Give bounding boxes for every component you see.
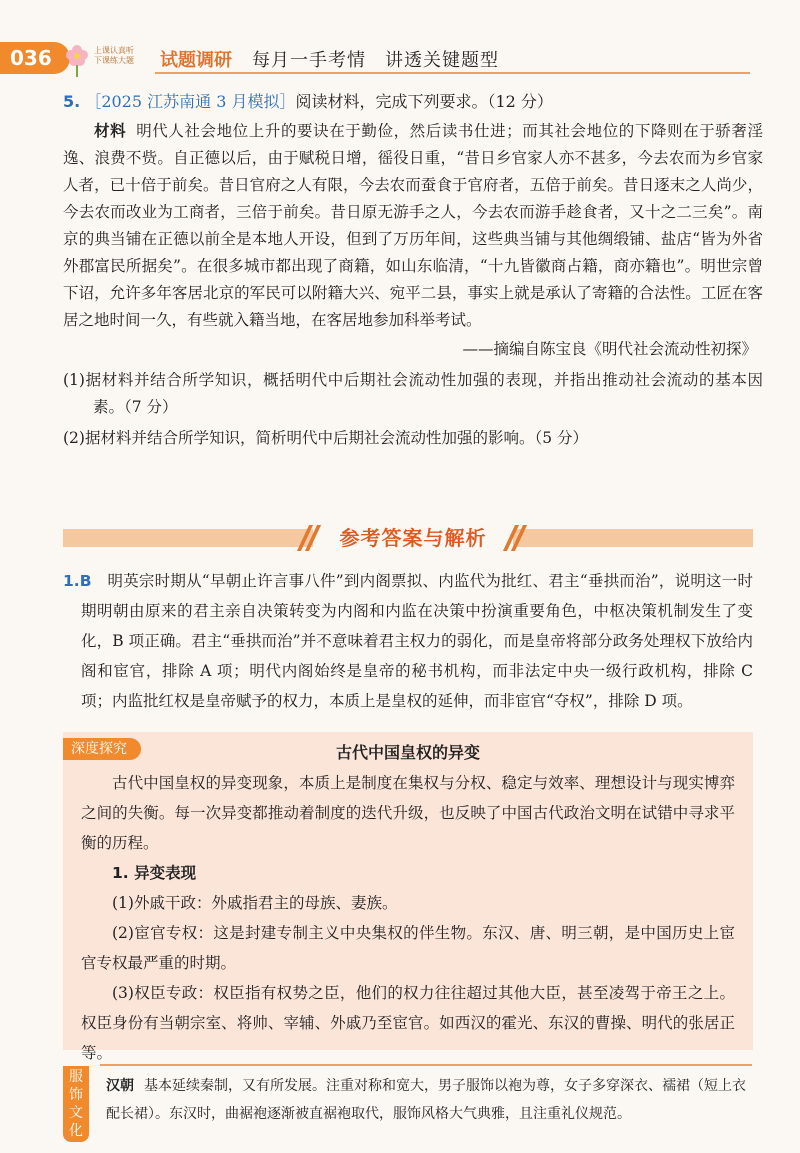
- footer-side-label: 服饰文化: [63, 1066, 89, 1142]
- answer-choice: B: [79, 572, 92, 590]
- deep-heading: 1. 异变表现: [112, 864, 197, 882]
- page-header: [0, 38, 800, 78]
- deep-item-3: (3)权臣专政：权臣指有权势之臣，他们的权力往往超过其他大臣，甚至凌驾于帝王之上。权臣身份有当朝宗室、将帅、宰辅、外戚乃至宦官。如西汉的霍光、东汉的曹操、明代的张居正等。: [81, 984, 735, 1062]
- deep-exploration-box: [63, 732, 753, 1062]
- footer-divider: [100, 1064, 752, 1066]
- header-subtitle: 每月一手考情 讲透关键题型: [252, 50, 499, 71]
- header-tag: 试题调研: [160, 50, 232, 71]
- answer-1: 1.B 明英宗时期从“早朝止许言事八件”到内阁票拟、内监代为批红、君主“垂拱而治”，说明这一时期明朝由原来的君主亲自决策转变为内阁和内监在决策中扮演重要角色，中枢决策机制发生了变化，B 项正确。君主“垂拱而治”并不意味着君主权力的弱化，而是皇帝将部分政务处理权下放给内阁和宦官，排除 A 项；明代内阁始终是皇帝的秘书机构，而非法定中央一级行政机构，排除 C 项；内监批红权是皇帝赋予的权力，本质上是皇权的延伸，而非宦官“夺权”，排除 D 项。: [63, 572, 753, 710]
- header-slogan: 上课认真听 下课练大题: [94, 46, 134, 65]
- deep-item-2: (2)宦官专权：这是封建专制主义中央集权的伴生物。东汉、唐、明三朝，是中国历史上宦官专权最严重的时期。: [81, 924, 735, 972]
- question-prompt: 阅读材料，完成下列要求。（12 分）: [295, 92, 553, 111]
- deep-item-1: (1)外戚干政：外戚指君主的母族、妻族。: [112, 894, 398, 912]
- flower-icon: [62, 38, 92, 78]
- header-divider: [155, 72, 750, 74]
- sub-question-2: (2)据材料并结合所学知识，简析明代中后期社会流动性加强的影响。（5 分）: [63, 429, 588, 447]
- question-source: ［2025 江苏南通 3 月模拟］: [85, 92, 296, 111]
- footer-text: 汉朝 基本延续秦制，又有所发展。注重对称和宽大，男子服饰以袍为尊，女子多穿深衣、襦裙（短上衣配长裙）。东汉时，曲裾袍逐渐被直裾袍取代，服饰风格大气典雅，且注重礼仪规范。: [106, 1078, 746, 1122]
- material-paragraph: 材料 明代人社会地位上升的要诀在于勤俭，然后读书仕进；而其社会地位的下降则在于骄奢淫逸、浪费不赀。自正德以后，由于赋税日增，徭役日重，“昔日乡官家人亦不甚多，今去农而为乡官家人者，已十倍于前矣。昔日官府之人有限，今去农而蚕食于官府者，五倍于前矣。昔日逐末之人尚少，今去农而改业为工商者，三倍于前矣。昔日原无游手之人，今去农而游手趁食者，又十之二三矣”。南京的典当铺在正德以前全是本地人开设，但到了万历年间，这些典当铺与其他绸缎铺、盐店“皆为外省外郡富民所据矣”。在很多城市都出现了商籍，如山东临清，“十九皆徽商占籍，商亦籍也”。明世宗曾下诏，允许多年客居北京的军民可以附籍大兴、宛平二县，事实上就是承认了寄籍的合法性。工匠在客居之地时间一久，有些就入籍当地，在客居地参加科举考试。: [63, 121, 763, 329]
- deep-intro: 古代中国皇权的异变现象，本质上是制度在集权与分权、稳定与效率、理想设计与现实博弈之间的失衡。每一次异变都推动着制度的迭代升级，也反映了中国古代政治文明在试错中寻求平衡的历程。: [81, 774, 735, 852]
- question-5: [63, 88, 763, 452]
- section-title: 参考答案与解析: [313, 521, 513, 555]
- material-citation: ——摘编自陈宝良《明代社会流动性初探》: [462, 340, 757, 358]
- section-banner: [63, 521, 753, 555]
- question-title: 5. ［2025 江苏南通 3 月模拟］阅读材料，完成下列要求。（12 分）: [63, 92, 553, 111]
- page-number: 036: [0, 42, 70, 74]
- deep-exploration-tag: 深度探究: [63, 738, 141, 760]
- sub-question-1: (1)据材料并结合所学知识，概括明代中后期社会流动性加强的表现，并指出推动社会流动的基本因素。（7 分）: [63, 371, 763, 416]
- answer-explanation: 明英宗时期从“早朝止许言事八件”到内阁票拟、内监代为批红、君主“垂拱而治”，说明这一时期明朝由原来的君主亲自决策转变为内阁和内监在决策中扮演重要角色，中枢决策机制发生了变化，B 项正确。君主“垂拱而治”并不意味着君主权力的弱化，而是皇帝将部分政务处理权下放给内阁和宦官，排除 A 项；明代内阁始终是皇帝的秘书机构，而非法定中央一级行政机构，排除 C 项；内监批红权是皇帝赋予的权力，本质上是皇权的延伸，而非宦官“夺权”，排除 D 项。: [81, 572, 753, 710]
- deep-exploration-title: 古代中国皇权的异变: [335, 743, 480, 762]
